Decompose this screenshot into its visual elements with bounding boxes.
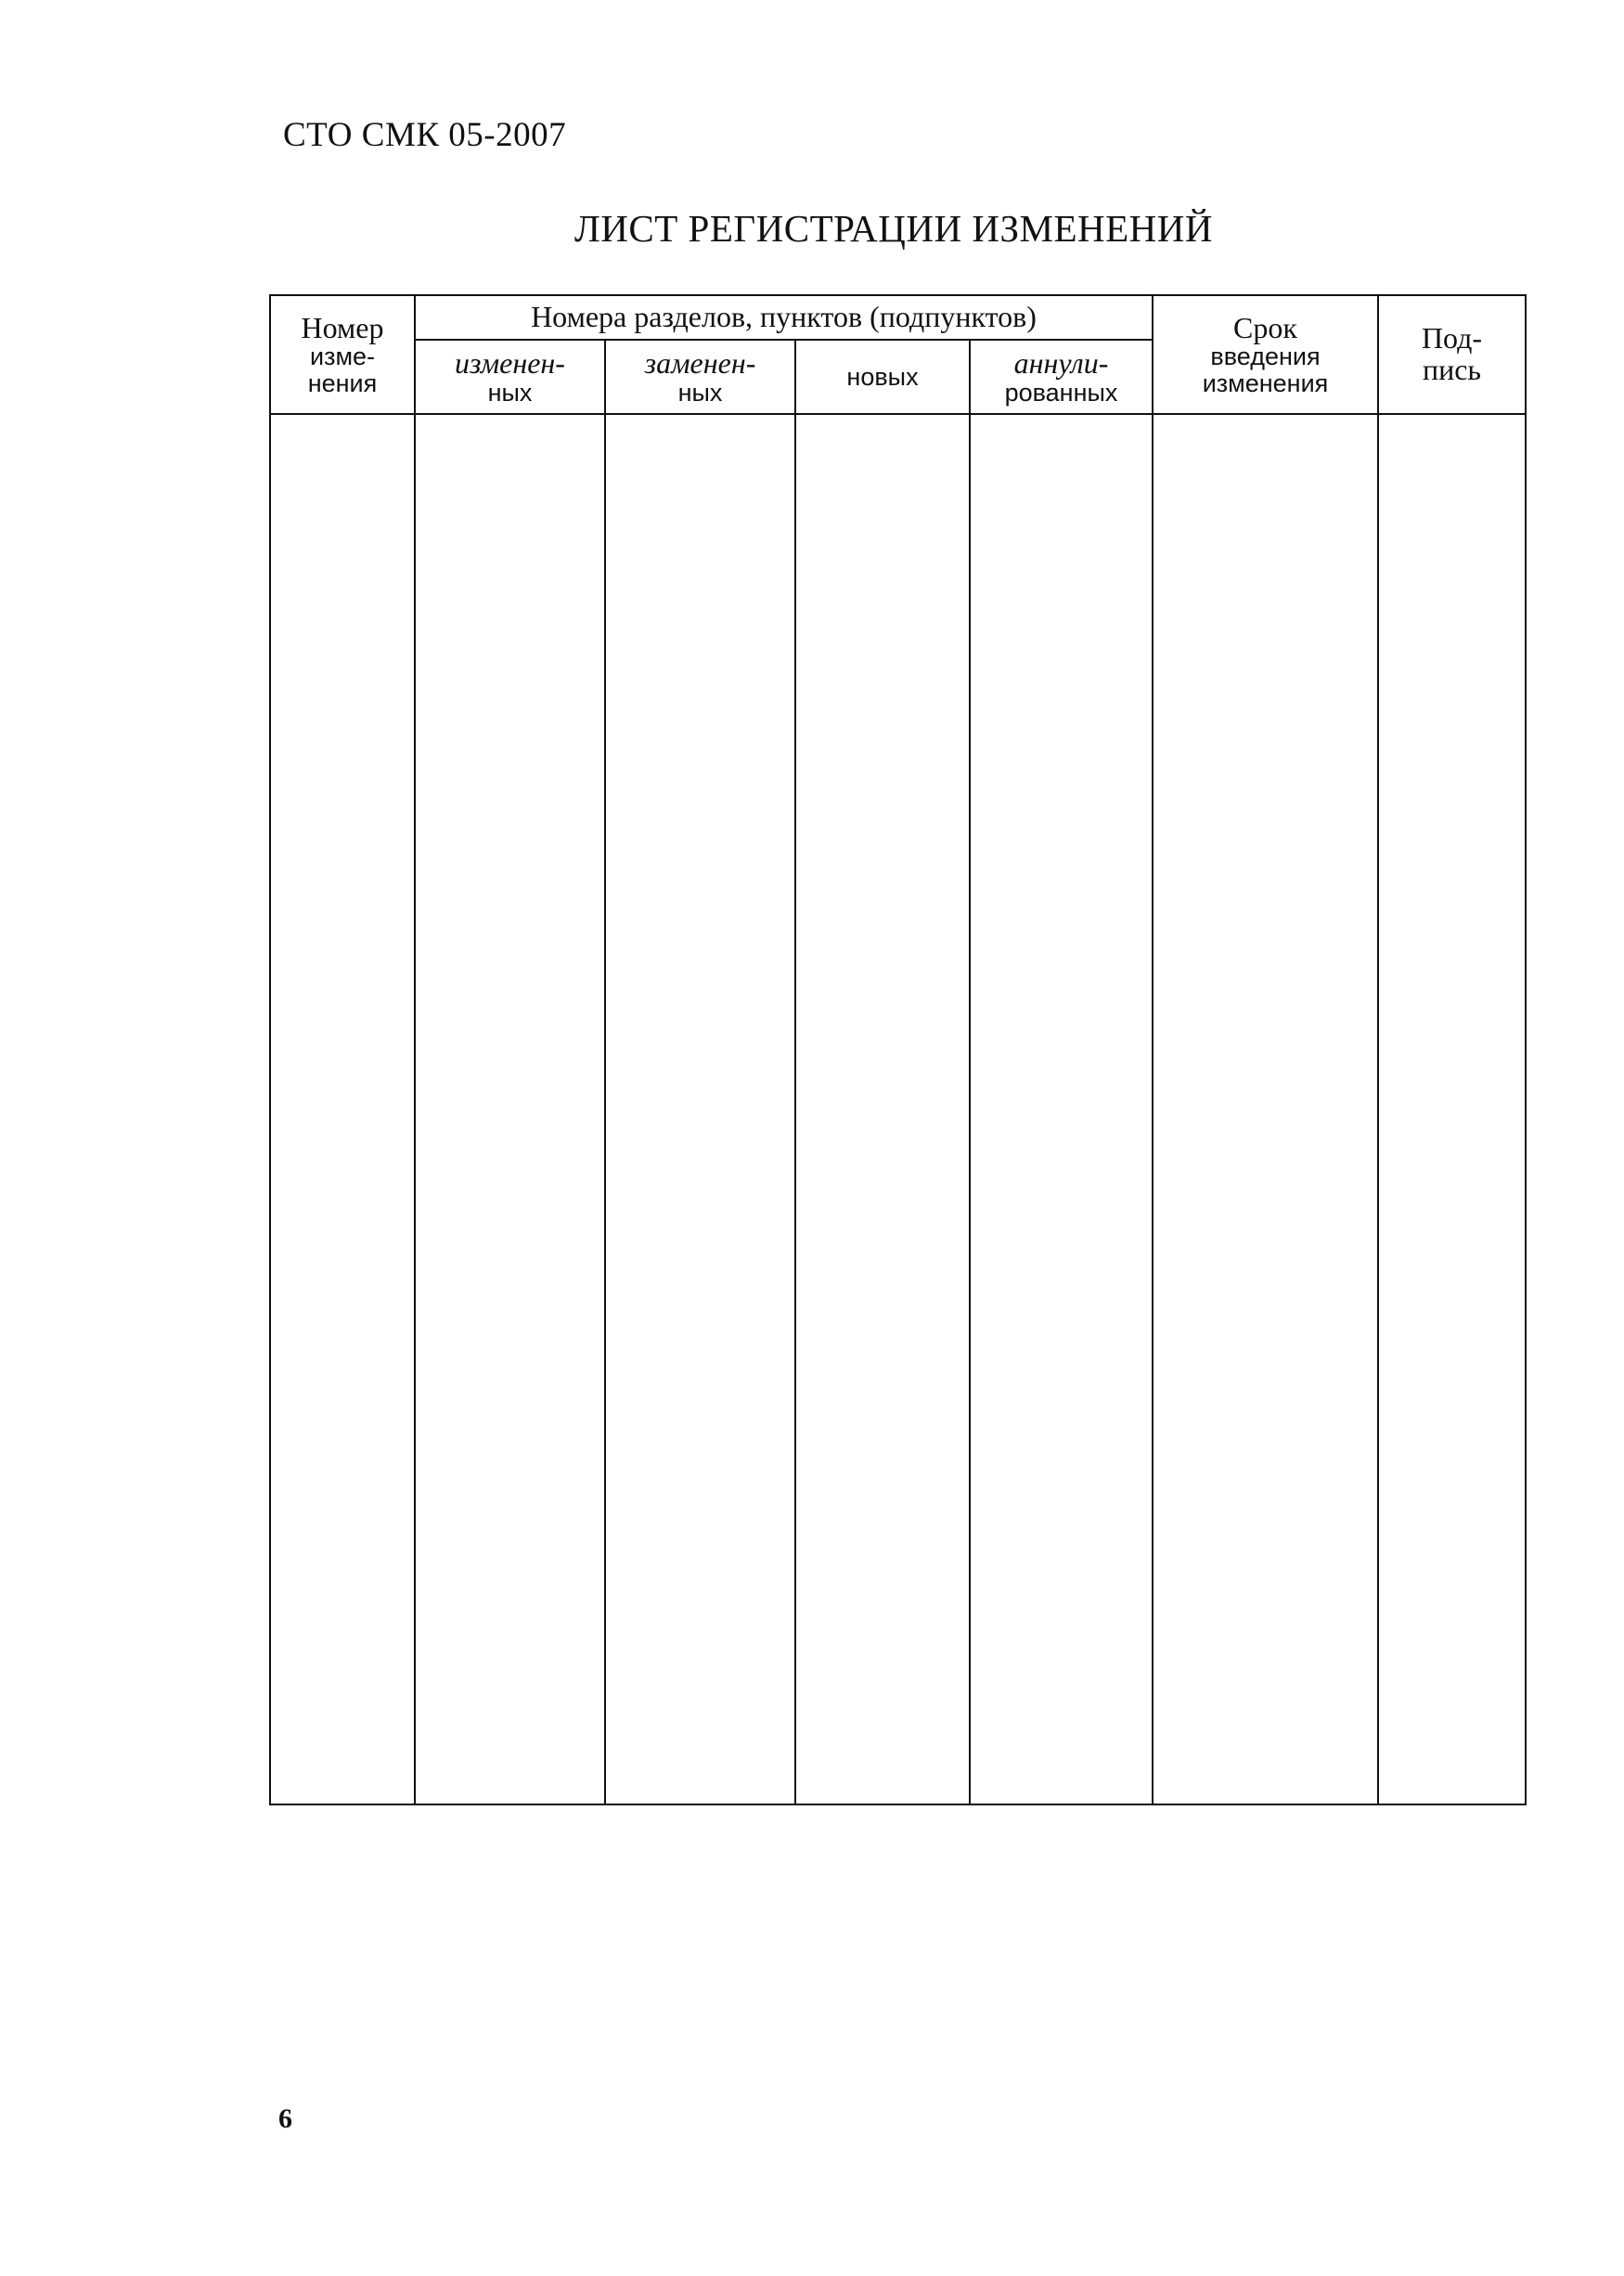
header-replaced-line2: ных [677, 378, 723, 407]
header-row-1 [270, 295, 1526, 340]
header-change-number-line3: нения [307, 369, 378, 397]
cell-signature[interactable] [1378, 414, 1526, 1804]
header-annulled-line1: аннули- [1013, 346, 1109, 381]
document-code: СТО СМК 05-2007 [283, 116, 567, 154]
header-change-number [270, 295, 415, 414]
header-effective-date-line2: введения [1210, 343, 1321, 371]
page-title: ЛИСТ РЕГИСТРАЦИИ ИЗМЕНЕНИЙ [574, 207, 1213, 250]
header-new: новых [795, 340, 970, 414]
page-number: 6 [278, 2103, 292, 2134]
header-signature-line2: пись [1422, 353, 1482, 386]
change-registration-table [269, 294, 1527, 1805]
header-section-numbers: Номера разделов, пунктов (подпунктов) [415, 295, 1153, 340]
header-changed-line2: ных [487, 378, 533, 407]
cell-changed[interactable] [415, 414, 605, 1804]
header-changed-line1: изменен- [455, 346, 565, 381]
header-change-number-line2: изме- [309, 343, 376, 371]
cell-change-number[interactable] [270, 414, 415, 1804]
header-replaced [605, 340, 795, 414]
cell-effective-date[interactable] [1153, 414, 1378, 1804]
table-body-row [270, 414, 1526, 1804]
cell-new[interactable] [795, 414, 970, 1804]
cell-replaced[interactable] [605, 414, 795, 1804]
header-signature-line1: Под- [1421, 321, 1483, 356]
header-signature [1378, 295, 1526, 414]
header-effective-date [1153, 295, 1378, 414]
header-annulled [970, 340, 1153, 414]
cell-annulled[interactable] [970, 414, 1153, 1804]
header-change-number-line1: Номер [301, 310, 384, 344]
header-annulled-line2: рованных [1004, 378, 1118, 407]
header-effective-date-line1: Срок [1233, 310, 1297, 344]
header-changed [415, 340, 605, 414]
header-replaced-line1: заменен- [644, 346, 756, 381]
header-effective-date-line3: изменения [1202, 369, 1329, 397]
